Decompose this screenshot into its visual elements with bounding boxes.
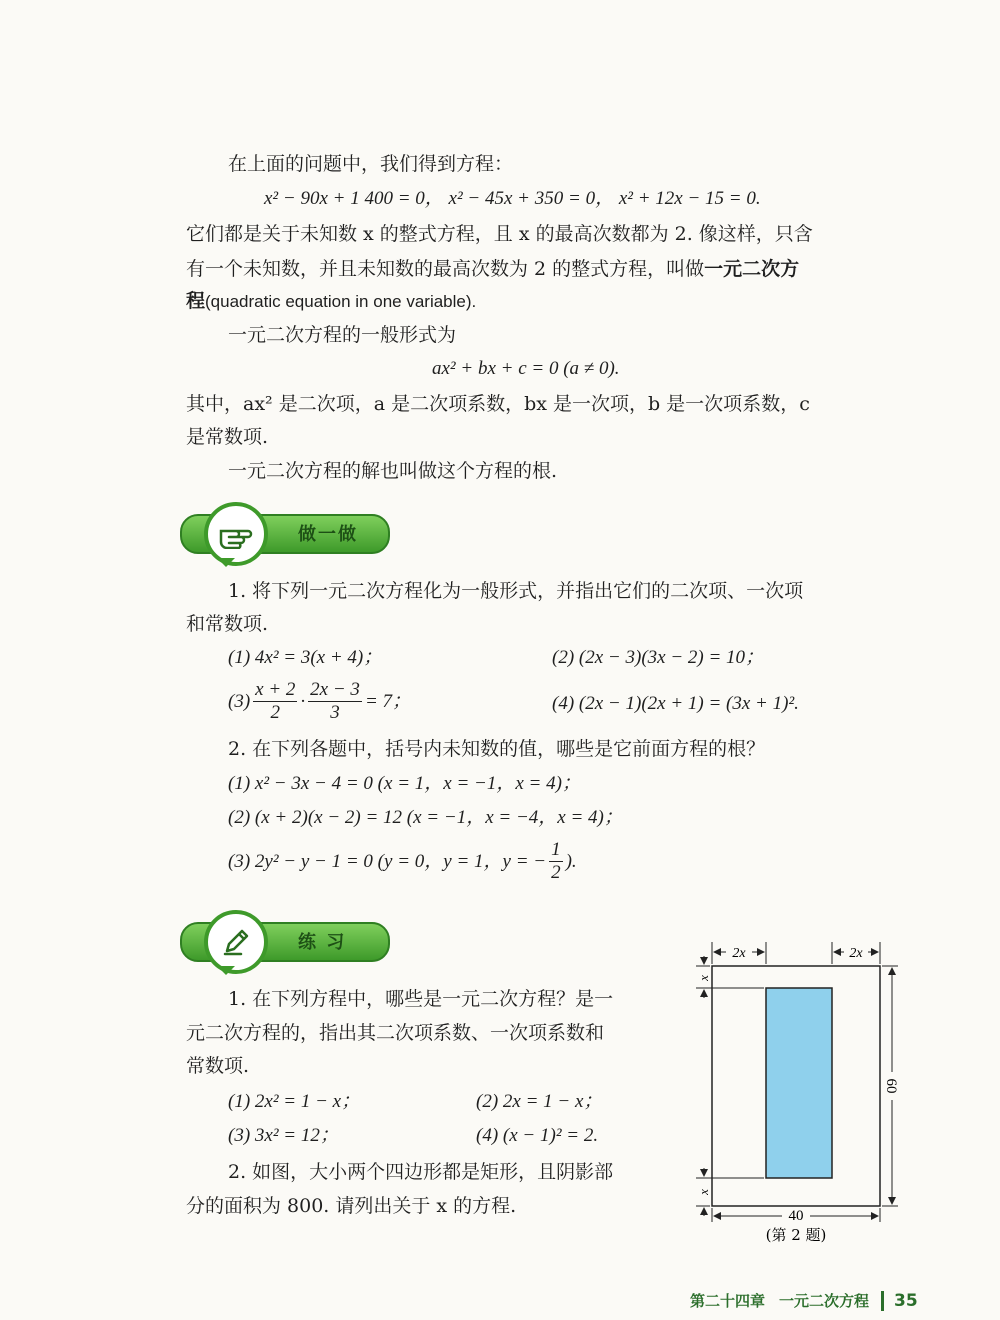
equation-text: (3) 2y² − y − 1 = 0 (y = 0，y = 1，y = − (228, 850, 547, 872)
fraction-numerator: 1 (551, 839, 561, 860)
try-q1-line-1: 1. 将下列一元二次方程化为一般形式，并指出它们的二次项、一次项 (228, 580, 804, 602)
chapter-title: 一元二次方程 (779, 1292, 870, 1310)
width-dimension-label: 40 (788, 1208, 804, 1224)
definition-line-2 (186, 257, 799, 281)
top-right-dimension-label: 2x (849, 946, 863, 961)
equation-2: x² − 45x + 350 = 0 (448, 188, 596, 209)
practice-q2-line-1: 2. 如图，大小两个四边形都是矩形，且阴影部 (228, 1161, 614, 1183)
fraction-denominator: 2 (551, 862, 561, 883)
fraction-2-numerator: 2x − 3 (310, 679, 360, 700)
practice-q1-line-3: 常数项. (186, 1055, 250, 1077)
intro-line-1: 在上面的问题中，我们得到方程： (228, 153, 514, 175)
definition-line-1: 它们都是关于未知数 x 的整式方程，且 x 的最高次数都为 2. 像这样，只含 (186, 223, 813, 245)
inner-shaded-rectangle (766, 988, 832, 1178)
definition-line-3 (186, 289, 476, 314)
page-number: 35 (894, 1290, 918, 1311)
height-dimension-label: 60 (883, 1078, 899, 1094)
try-q1-item-2: (2) (2x − 3)(3x − 2) = 10； (552, 647, 765, 668)
equation-close: ). (565, 850, 577, 872)
root-definition: 一元二次方程的解也叫做这个方程的根. (228, 460, 558, 482)
general-form-intro: 一元二次方程的一般形式为 (228, 324, 457, 346)
practice-section-banner (180, 918, 390, 964)
equation-row: x² − 90x + 1 400 = 0， x² − 45x + 350 = 0， x² + 12x − 15 = 0. (264, 188, 761, 209)
try-q1-line-2: 和常数项. (186, 613, 269, 635)
fraction-2-denominator: 3 (330, 702, 340, 723)
pencil-icon (204, 910, 268, 974)
try-q2-item-1: (1) x² − 3x − 4 = 0 (x = 1，x = −1，x = 4)； (228, 773, 581, 794)
chapter-number: 第二十四章 (690, 1292, 766, 1310)
multiply-dot: · (300, 690, 306, 712)
terms-line-1: 其中，ax² 是二次项，a 是二次项系数，bx 是一次项，b 是一次项系数，c (186, 393, 810, 415)
general-form-equation: ax² + bx + c = 0 (a ≠ 0). (432, 358, 620, 379)
practice-q1-line-2: 元二次方程的，指出其二次项系数、一次项系数和 (186, 1022, 605, 1044)
key-term-part-2: 程 (186, 290, 206, 312)
practice-section-title: 练 习 (298, 932, 347, 953)
fraction-2 (308, 680, 362, 723)
left-bottom-x-label: x (696, 1189, 711, 1195)
footer-divider (881, 1291, 884, 1311)
practice-q1-item-2: (2) 2x = 1 − x； (476, 1091, 603, 1112)
key-term-part-1: 一元二次方 (704, 258, 800, 280)
page-footer (690, 1290, 918, 1311)
terms-line-2: 是常数项. (186, 426, 269, 448)
try-q2-item-3 (228, 840, 577, 883)
top-left-dimension-label: 2x (732, 946, 746, 961)
try-section-banner (180, 510, 390, 556)
definition-text: 有一个未知数，并且未知数的最高次数为 2 的整式方程，叫做 (186, 258, 705, 280)
item-label: (3) (228, 690, 251, 712)
equation-tail: = 7； (364, 690, 412, 712)
practice-q1-item-4: (4) (x − 1)² = 2. (476, 1125, 599, 1146)
english-term: (quadratic equation in one variable). (205, 292, 477, 311)
practice-q1-item-3: (3) 3x² = 12； (228, 1125, 339, 1146)
try-q1-item-1: (1) 4x² = 3(x + 4)； (228, 647, 383, 668)
try-q2: 2. 在下列各题中，括号内未知数的值，哪些是它前面方程的根？ (228, 738, 766, 760)
fraction-half (549, 840, 563, 883)
hand-pointing-icon (204, 502, 268, 566)
practice-q1-item-1: (1) 2x² = 1 − x； (228, 1091, 361, 1112)
practice-q1-line-1: 1. 在下列方程中，哪些是一元二次方程？是一 (228, 988, 614, 1010)
practice-q2-line-2: 分的面积为 800. 请列出关于 x 的方程. (186, 1195, 517, 1217)
left-top-x-label: x (696, 975, 711, 981)
equation-1: x² − 90x + 1 400 = 0 (264, 188, 425, 209)
equation-3: x² + 12x − 15 = 0. (618, 188, 761, 209)
figure-caption: (第 2 题) (765, 1226, 827, 1244)
try-q1-item-3 (228, 680, 411, 723)
rectangle-figure (694, 938, 914, 1248)
try-q2-item-2: (2) (x + 2)(x − 2) = 12 (x = −1，x = −4，x = 4)； (228, 807, 623, 828)
try-q1-item-4: (4) (2x − 1)(2x + 1) = (3x + 1)². (552, 693, 799, 714)
fraction-1 (253, 680, 297, 723)
fraction-1-numerator: x + 2 (255, 679, 296, 700)
fraction-1-denominator: 2 (270, 702, 281, 723)
try-section-title: 做一做 (298, 524, 358, 545)
